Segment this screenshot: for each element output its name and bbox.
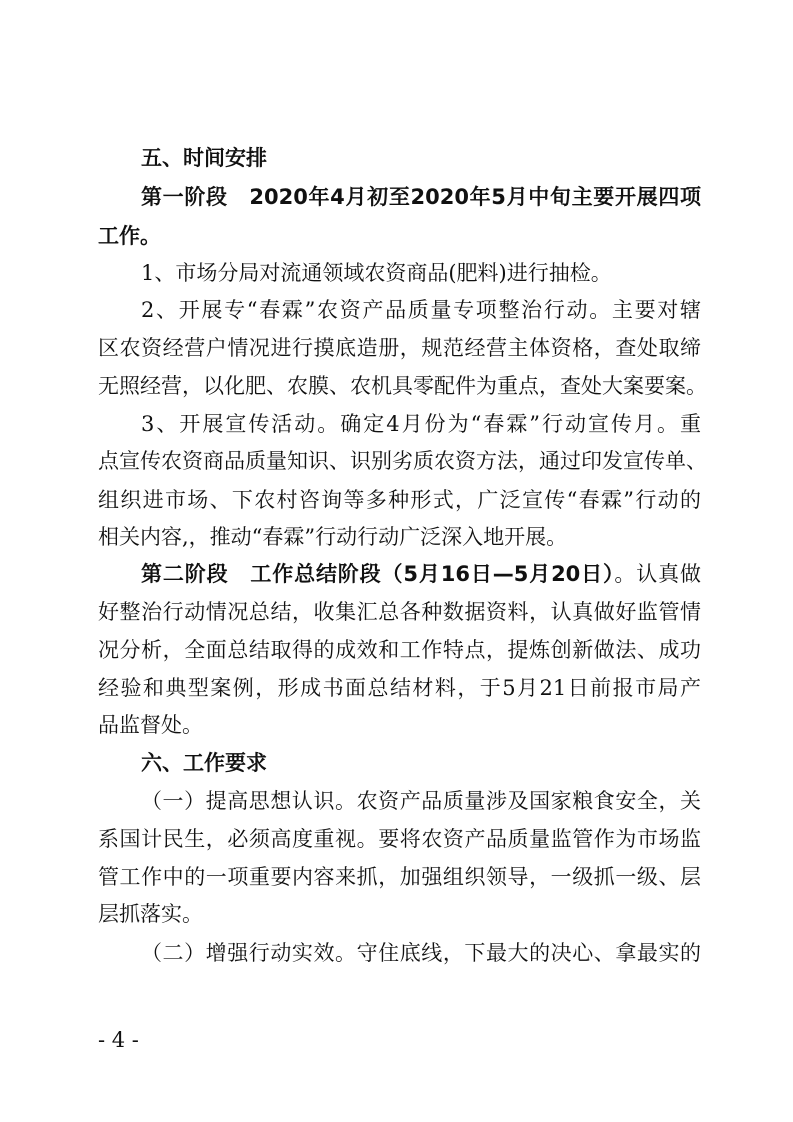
paragraph-line (98, 864, 701, 890)
body-text: （一）提高思想认识。农资产品质量涉及国家粮食安全，关 (141, 789, 701, 813)
paragraph-line (141, 260, 701, 286)
paragraph-line (98, 599, 701, 625)
paragraph-line (141, 940, 701, 966)
paragraph-line (141, 184, 701, 210)
body-text: 点宣传农资商品质量知识、识别劣质农资方法，通过印发宣传单、 (98, 449, 707, 473)
paragraph-line (98, 373, 707, 399)
paragraph-line (98, 448, 707, 474)
body-text: 管工作中的一项重要内容来抓，加强组织领导，一级抓一级、层 (98, 865, 701, 889)
body-text: 品监督处。 (98, 713, 203, 737)
paragraph-line (98, 335, 701, 361)
body-text: （二）增强行动实效。守住底线，下最大的决心、拿最实的 (141, 941, 701, 965)
page-number: - 4 - (98, 1028, 139, 1052)
body-text: 无照经营，以化肥、农膜、农机具零配件为重点，查处大案要案。 (98, 374, 707, 398)
bold-text: 第一阶段 2020年4月初至2020年5月中旬主要开展四项 (141, 185, 701, 209)
paragraph-line (98, 524, 701, 550)
heading-text: 五、时间安排 (141, 146, 267, 170)
paragraph-line (141, 561, 701, 587)
body-text: 3、开展宣传活动。确定4月份为“春霖”行动宣传月。重 (141, 412, 701, 436)
paragraph-line (98, 675, 701, 701)
paragraph-line (141, 788, 701, 814)
body-text: 系国计民生，必须高度重视。要将农资产品质量监管作为市场监 (98, 827, 701, 851)
body-text: 相关内容,，推动“春霖”行动行动广泛深入地开展。 (98, 525, 568, 549)
body-text: 层抓落实。 (98, 902, 203, 926)
body-text: 组织进市场、下农村咨询等多种形式，广泛宣传“春霖”行动的 (98, 488, 701, 512)
paragraph-line (98, 637, 701, 663)
paragraph-line (98, 826, 701, 852)
paragraph-line (98, 712, 701, 738)
bold-text: 第二阶段 工作总结阶段（5月16日—5月20日） (141, 562, 615, 586)
body-text: 好整治行动情况总结，收集汇总各种数据资料，认真做好监管情 (98, 600, 701, 624)
bold-text: 工作。 (98, 224, 161, 248)
body-text: 2、开展专“春霖”农资产品质量专项整治行动。主要对辖 (141, 298, 701, 322)
body-text: 1、市场分局对流通领域农资商品(肥料)进行抽检。 (141, 261, 612, 285)
paragraph-line (98, 901, 701, 927)
section-heading (141, 750, 701, 776)
paragraph-line (98, 487, 701, 513)
paragraph-line (98, 223, 701, 249)
section-heading (141, 145, 701, 171)
paragraph-line (141, 297, 701, 323)
body-text: 况分析，全面总结取得的成效和工作特点，提炼创新做法、成功 (98, 638, 701, 662)
body-text: 区农资经营户情况进行摸底造册，规范经营主体资格，查处取缔 (98, 336, 701, 360)
body-text: 。认真做 (614, 562, 702, 586)
body-text: 经验和典型案例，形成书面总结材料，于5月21日前报市局产 (98, 676, 701, 700)
paragraph-line (141, 411, 701, 437)
heading-text: 六、工作要求 (141, 751, 267, 775)
